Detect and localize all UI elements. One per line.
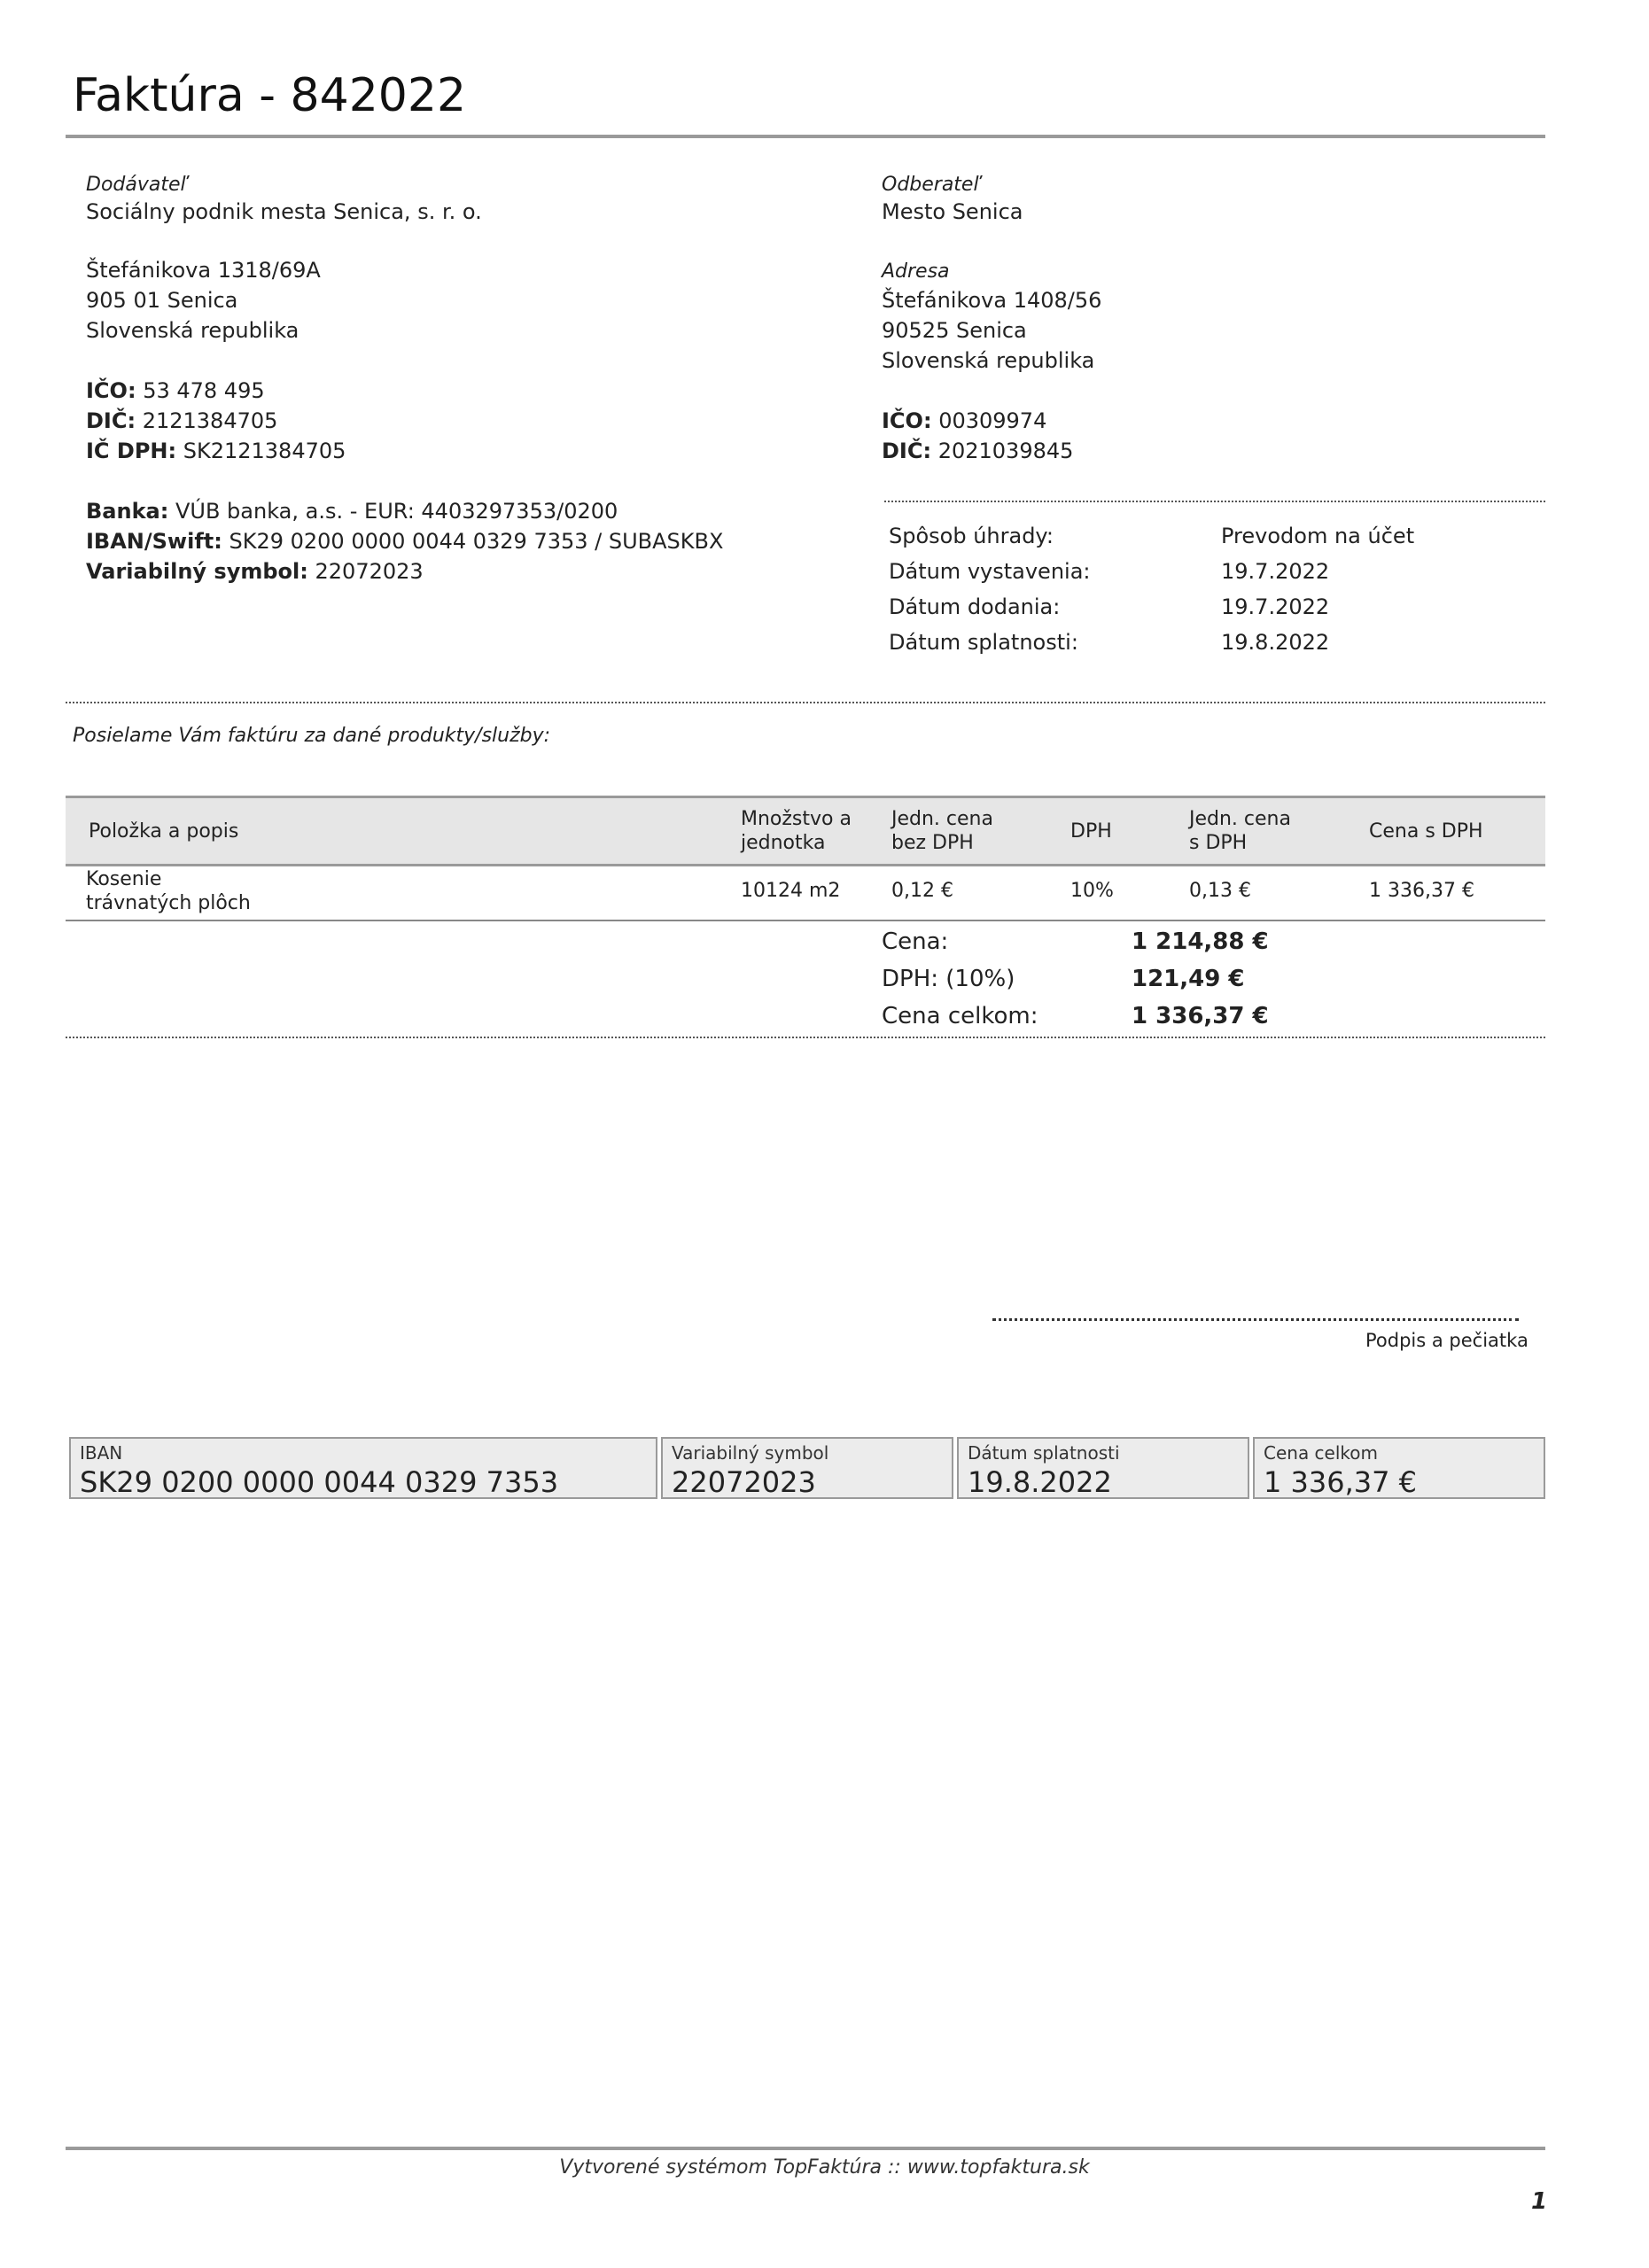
payment-method-value: Prevodom na účet bbox=[1221, 524, 1415, 548]
row-vat: 10% bbox=[1070, 880, 1114, 902]
vat-total-label: DPH: (10%) bbox=[882, 966, 1015, 992]
payment-divider bbox=[884, 501, 1545, 502]
subtotal-value: 1 214,88 € bbox=[1132, 928, 1269, 955]
signature-line bbox=[992, 1318, 1519, 1321]
supplier-dic bbox=[86, 406, 277, 436]
summary-due-label: Dátum splatnosti bbox=[968, 1442, 1120, 1464]
th-unitvat-1: Jedn. cena bbox=[1189, 808, 1291, 830]
supplier-bank-value: VÚB banka, a.s. - EUR: 4403297353/0200 bbox=[175, 499, 618, 524]
issue-date-label: Dátum vystavenia: bbox=[889, 559, 1091, 584]
th-unit-2: bez DPH bbox=[891, 832, 974, 854]
th-total: Cena s DPH bbox=[1369, 820, 1483, 843]
summary-iban-box bbox=[69, 1437, 657, 1499]
customer-dic-label: DIČ: bbox=[882, 439, 932, 463]
customer-city: 90525 Senica bbox=[882, 318, 1027, 343]
summary-due-value: 19.8.2022 bbox=[968, 1465, 1112, 1499]
row-item-2: trávnatých plôch bbox=[86, 892, 251, 914]
supplier-icdph-label: IČ DPH: bbox=[86, 439, 177, 463]
supplier-country: Slovenská republika bbox=[86, 318, 299, 343]
th-unitvat-2: s DPH bbox=[1189, 832, 1248, 854]
supplier-street: Štefánikova 1318/69A bbox=[86, 258, 321, 283]
payment-method-label: Spôsob úhrady: bbox=[889, 524, 1054, 548]
supplier-city: 905 01 Senica bbox=[86, 288, 238, 313]
supplier-bank-label: Banka: bbox=[86, 499, 169, 524]
row-item-1: Kosenie bbox=[86, 868, 162, 890]
supplier-label: Dodávateľ bbox=[86, 174, 186, 196]
delivery-date-label: Dátum dodania: bbox=[889, 594, 1061, 619]
supplier-ico-value: 53 478 495 bbox=[143, 378, 265, 403]
th-vat: DPH bbox=[1070, 820, 1112, 843]
summary-vs-box bbox=[661, 1437, 953, 1499]
supplier-icdph-value: SK2121384705 bbox=[183, 439, 346, 463]
supplier-dic-label: DIČ: bbox=[86, 408, 136, 433]
summary-vs-label: Variabilný symbol bbox=[672, 1442, 829, 1464]
issue-date-value: 19.7.2022 bbox=[1221, 559, 1330, 584]
page-number: 1 bbox=[1531, 2188, 1548, 2215]
customer-country: Slovenská republika bbox=[882, 348, 1095, 373]
supplier-bank bbox=[86, 496, 618, 526]
supplier-name: Sociálny podnik mesta Senica, s. r. o. bbox=[86, 199, 482, 224]
invoice-title: Faktúra - 842022 bbox=[73, 69, 467, 122]
intro-text: Posielame Vám faktúru za dané produkty/služby: bbox=[73, 725, 551, 747]
supplier-iban-label: IBAN/Swift: bbox=[86, 529, 222, 554]
table-header bbox=[66, 796, 1545, 866]
customer-name: Mesto Senica bbox=[882, 199, 1023, 224]
footer-rule bbox=[66, 2147, 1545, 2150]
row-qty: 10124 m2 bbox=[741, 880, 841, 902]
summary-iban-label: IBAN bbox=[80, 1442, 123, 1464]
summary-vs-value: 22072023 bbox=[672, 1465, 816, 1499]
due-date-value: 19.8.2022 bbox=[1221, 630, 1330, 655]
summary-due-box bbox=[957, 1437, 1249, 1499]
footer-text: Vytvorené systémom TopFaktúra :: www.topfaktura.sk bbox=[559, 2156, 1090, 2179]
title-rule bbox=[66, 135, 1545, 138]
supplier-vs-value: 22072023 bbox=[315, 559, 424, 584]
supplier-dic-value: 2121384705 bbox=[142, 408, 278, 433]
summary-total-label: Cena celkom bbox=[1264, 1442, 1379, 1464]
section-divider bbox=[66, 702, 1545, 703]
delivery-date-value: 19.7.2022 bbox=[1221, 594, 1330, 619]
grand-total-value: 1 336,37 € bbox=[1132, 1003, 1269, 1029]
customer-ico-value: 00309974 bbox=[938, 408, 1047, 433]
customer-address-label: Adresa bbox=[882, 260, 950, 283]
totals-divider bbox=[66, 1037, 1545, 1038]
th-item: Položka a popis bbox=[89, 820, 239, 843]
supplier-ico-label: IČO: bbox=[86, 378, 136, 403]
summary-total-value: 1 336,37 € bbox=[1264, 1465, 1418, 1499]
customer-ico-label: IČO: bbox=[882, 408, 932, 433]
supplier-icdph bbox=[86, 436, 346, 466]
due-date-label: Dátum splatnosti: bbox=[889, 630, 1078, 655]
customer-ico bbox=[882, 406, 1046, 436]
supplier-variable-symbol bbox=[86, 556, 424, 586]
subtotal-label: Cena: bbox=[882, 928, 949, 955]
supplier-iban-value: SK29 0200 0000 0044 0329 7353 / SUBASKBX bbox=[229, 529, 724, 554]
th-qty-1: Množstvo a bbox=[741, 808, 852, 830]
signature-label: Podpis a pečiatka bbox=[1365, 1330, 1528, 1351]
th-unit-1: Jedn. cena bbox=[891, 808, 993, 830]
vat-total-value: 121,49 € bbox=[1132, 966, 1245, 992]
row-rule bbox=[66, 920, 1545, 921]
customer-street: Štefánikova 1408/56 bbox=[882, 288, 1102, 313]
row-unit-price-vat: 0,13 € bbox=[1189, 880, 1251, 902]
summary-iban-value: SK29 0200 0000 0044 0329 7353 bbox=[80, 1465, 559, 1499]
supplier-iban bbox=[86, 526, 723, 556]
th-qty-2: jednotka bbox=[741, 832, 826, 854]
row-unit-price: 0,12 € bbox=[891, 880, 953, 902]
supplier-vs-label: Variabilný symbol: bbox=[86, 559, 308, 584]
customer-label: Odberateľ bbox=[882, 174, 979, 196]
supplier-ico bbox=[86, 376, 265, 406]
customer-dic-value: 2021039845 bbox=[937, 439, 1074, 463]
customer-dic bbox=[882, 436, 1073, 466]
row-total: 1 336,37 € bbox=[1369, 880, 1474, 902]
summary-total-box bbox=[1253, 1437, 1545, 1499]
grand-total-label: Cena celkom: bbox=[882, 1003, 1038, 1029]
